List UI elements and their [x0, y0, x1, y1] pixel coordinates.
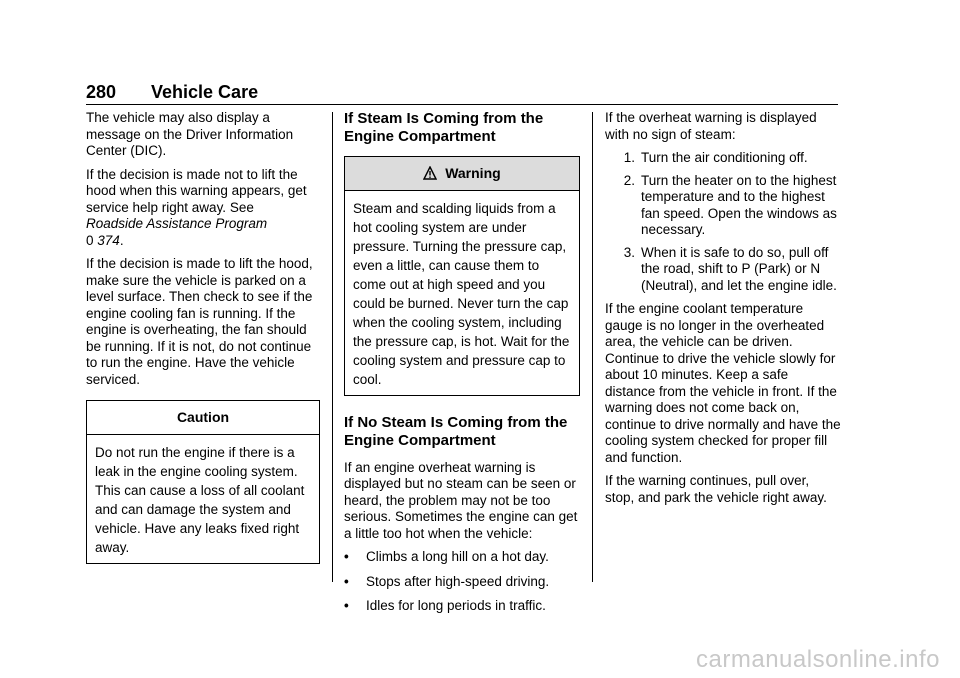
column-left: [86, 110, 320, 574]
warning-header: [345, 157, 579, 191]
list-item: • Idles for long periods in traffic.: [344, 598, 546, 613]
list-item: 2. Turn the heater on to the highest temperature and to the highest fan speed. Open the windows as necessary.: [623, 172, 837, 237]
caution-body: Do not run the engine if there is a leak in the engine cooling system. This can cause a loss of all coolant and can damage the system and vehicle. Have any leaks fixed right away.: [95, 444, 305, 555]
heading-no-steam: If No Steam Is Coming from the Engine Compartment: [344, 413, 568, 449]
warning-box: [344, 156, 580, 396]
list-item: 1. Turn the air conditioning off.: [623, 150, 808, 165]
column-divider-2: [592, 112, 593, 582]
steps-list: [605, 150, 841, 294]
cross-reference-link[interactable]: Roadside Assistance Program: [86, 216, 268, 231]
warning-body: Steam and scalding liquids from a hot cooling system are under pressure. Turning the pressure cap, even a little, can cause them to come out at high speed and you could be burned. Never turn the cap when the cooling system, including the pressure cap, is hot. Wait for the cooling system and pressure cap to cool.: [353, 200, 570, 387]
paragraph-lift-hood: If the decision is made to lift the hood, make sure the vehicle is parked on a level surface. Then check to see if the engine cooling fan is running. If the engine is overheating, the fan should be running. If it is not, do not continue to run the engine. Have the vehicle serviced.: [86, 256, 313, 387]
paragraph-gauge-ok: If the engine coolant temperature gauge is no longer in the overheated area, the vehicle can be driven. Continue to drive the vehicle slowly for about 10 minutes. Keep a safe distance from the vehicle in front. If the warning does not come back on, continue to drive normally and have the cooling system checked for proper fill and function.: [605, 301, 841, 465]
paragraph-warning-continues: If the warning continues, pull over, stop, and park the vehicle right away.: [605, 473, 827, 505]
watermark: carmanualsonline.info: [696, 646, 940, 673]
page-number: 280: [86, 82, 117, 102]
caution-box: [86, 400, 320, 564]
paragraph-overheat-no-steam: If an engine overheat warning is displayed but no steam can be seen or heard, the problem may not be too serious. Sometimes the engine can get a little too hot when the vehicle:: [344, 459, 578, 541]
page-header: [86, 82, 258, 103]
caution-title: Caution: [87, 401, 319, 435]
list-item: • Climbs a long hill on a hot day.: [344, 549, 549, 564]
paragraph-overheat-intro: If the overheat warning is displayed with no sign of steam:: [605, 110, 817, 142]
heading-steam: If Steam Is Coming from the Engine Compartment: [344, 110, 544, 145]
warning-title: Warning: [445, 165, 501, 181]
paragraph-dic-message: The vehicle may also display a message on the Driver Information Center (DIC).: [86, 110, 294, 158]
column-right: [605, 110, 841, 513]
list-item: • Stops after high-speed driving.: [344, 573, 550, 589]
bullet-list: [344, 549, 580, 615]
warning-triangle-icon: [423, 166, 437, 180]
page-ref-symbol: 0: [86, 232, 94, 248]
column-divider-1: [332, 112, 333, 582]
list-item: 3. When it is safe to do so, pull off the road, shift to P (Park) or N (Neutral), and let the engine idle.: [623, 244, 837, 293]
paragraph-no-lift-hood: If the decision is made not to lift the hood when this warning appears, get service help right away. See Roadside Assistance Program 0 374.: [86, 166, 307, 248]
column-middle: [344, 110, 580, 623]
page-ref-number[interactable]: 374: [97, 232, 120, 248]
header-rule: [86, 104, 838, 105]
section-title: Vehicle Care: [151, 82, 259, 102]
